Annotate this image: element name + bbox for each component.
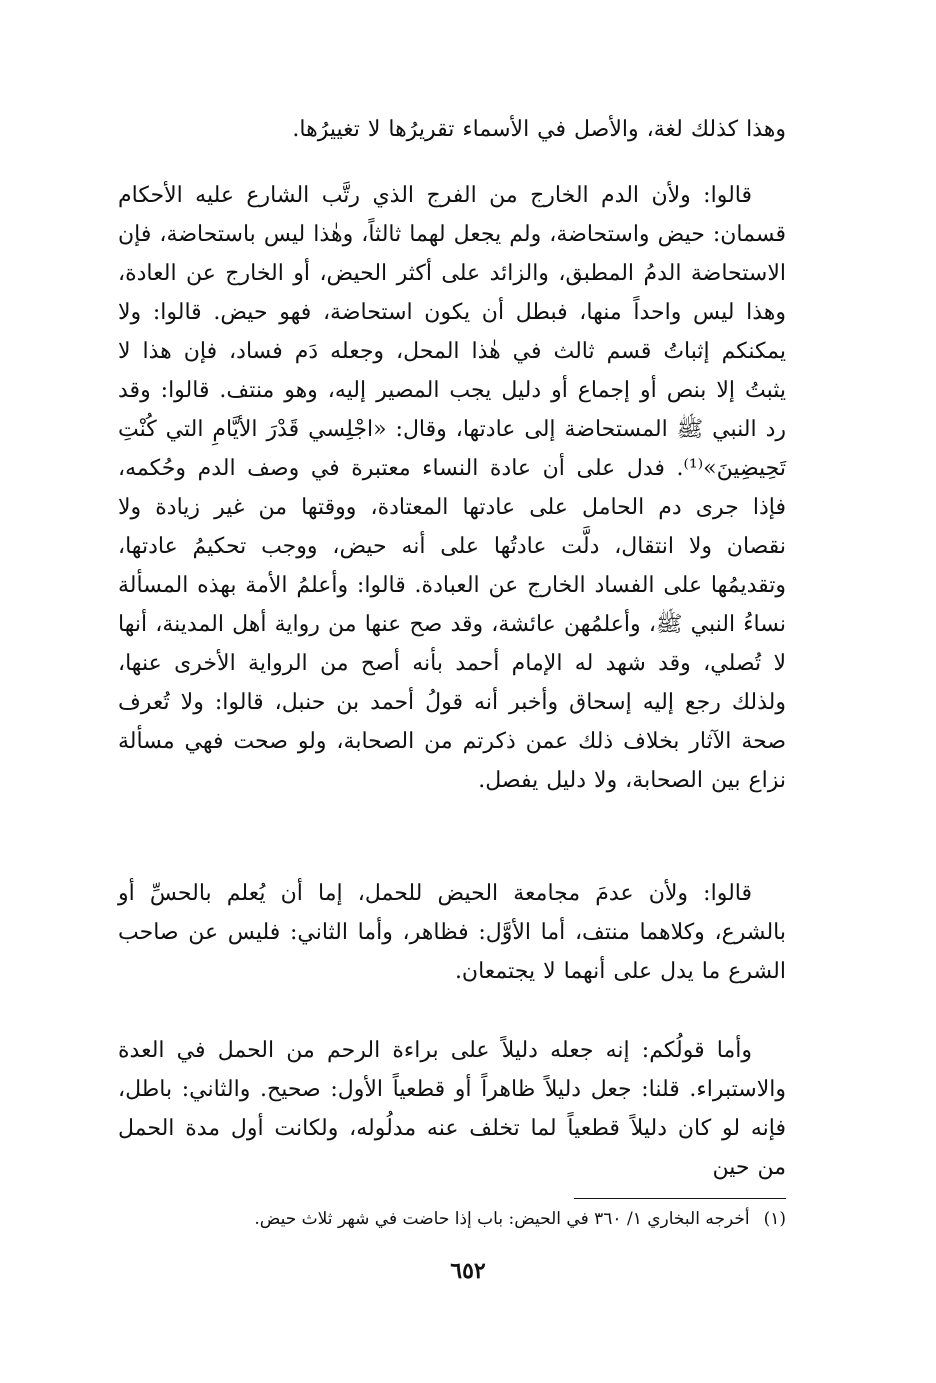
footnote-marker: (١): [763, 1209, 786, 1229]
paragraph-response: وأما قولُكم: إنه جعله دليلاً على براءة الرحم من الحمل في العدة والاستبراء. قلنا: جعل دليلاً ظاهراً أو قطعياً الأول: صحيح. والثاني: باطل، فإنه لو كان دليلاً قطعياً لما تخلف عنه مدلُوله، ولكانت أول مدة الحمل من حين: [118, 1038, 786, 1180]
footnote-divider: [574, 1198, 786, 1199]
paragraph-menstruation-argument: قالوا: ولأن الدم الخارج من الفرج الذي رتَّب الشارع عليه الأحكام قسمان: حيض واستحاضة، ولم يجعل لهما ثالثاً، وهٰذا ليس باستحاضة، فإن الاستحاضة الدمُ المطبق، والزائد على أكثر الحيض، أو الخارج عن العادة، وهذا ليس واحداً منها، فبطل أن يكون استحاضة، فهو حيض. قالوا: ولا يمكنكم إثباتُ قسم ثالث في هٰذا المحل، وجعله دَم فساد، فإن هذا لا يثبتُ إلا بنص أو إجماع أو دليل يجب المصير إليه، وهو منتف. قالوا: وقد رد النبي ﷺ المستحاضة إلى عادتها، وقال: «اجْلِسي قَدْرَ الأيَّامِ التي كُنْتِ تَحِيضِينَ»⁽¹⁾. فدل على أن عادة النساء معتبرة في وصف الدم وحُكمه، فإذا جرى دم الحامل على عادتها المعتادة، ووقتها من غير زيادة ولا نقصان ولا انتقال، دلَّت عادتُها على أنه حيض، ووجب تحكيمُ عادتها، وتقديمُها على الفساد الخارج عن العبادة. قالوا: وأعلمُ الأمة بهذه المسألة نساءُ النبي ﷺ، وأعلمُهن عائشة، وقد صح عنها من رواية أهل المدينة، أنها لا تُصلي، وقد شهد له الإمام أحمد بأنه أصح من الرواية الأخرى عنها، ولذلك رجع إليه إسحاق وأخبر أنه قولُ أحمد بن حنبل، قالوا: ولا تُعرف صحة الآثار بخلاف ذلك عمن ذكرتم من الصحابة، ولو صحت فهي مسألة نزاع بين الصحابة، ولا دليل يفصل.: [118, 183, 787, 793]
footnote: [118, 1206, 786, 1232]
paragraph-continuation: وهذا كذلك لغة، والأصل في الأسماء تقريرُها لا تغييرُها.: [292, 117, 786, 142]
footnote-text: أخرجه البخاري ١/ ٣٦٠ في الحيض: باب إذا حاضت في شهر ثلاث حيض.: [254, 1209, 750, 1229]
paragraph-pregnancy-argument: قالوا: ولأن عدمَ مجامعة الحيض للحمل، إما أن يُعلم بالحسِّ أو بالشرع، وكلاهما منتف، أما الأوَّل: فظاهر، وأما الثاني: فليس عن صاحب الشرع ما يدل على أنهما لا يجتمعان.: [118, 881, 786, 984]
page-number: ٦٥٢: [450, 1258, 486, 1284]
